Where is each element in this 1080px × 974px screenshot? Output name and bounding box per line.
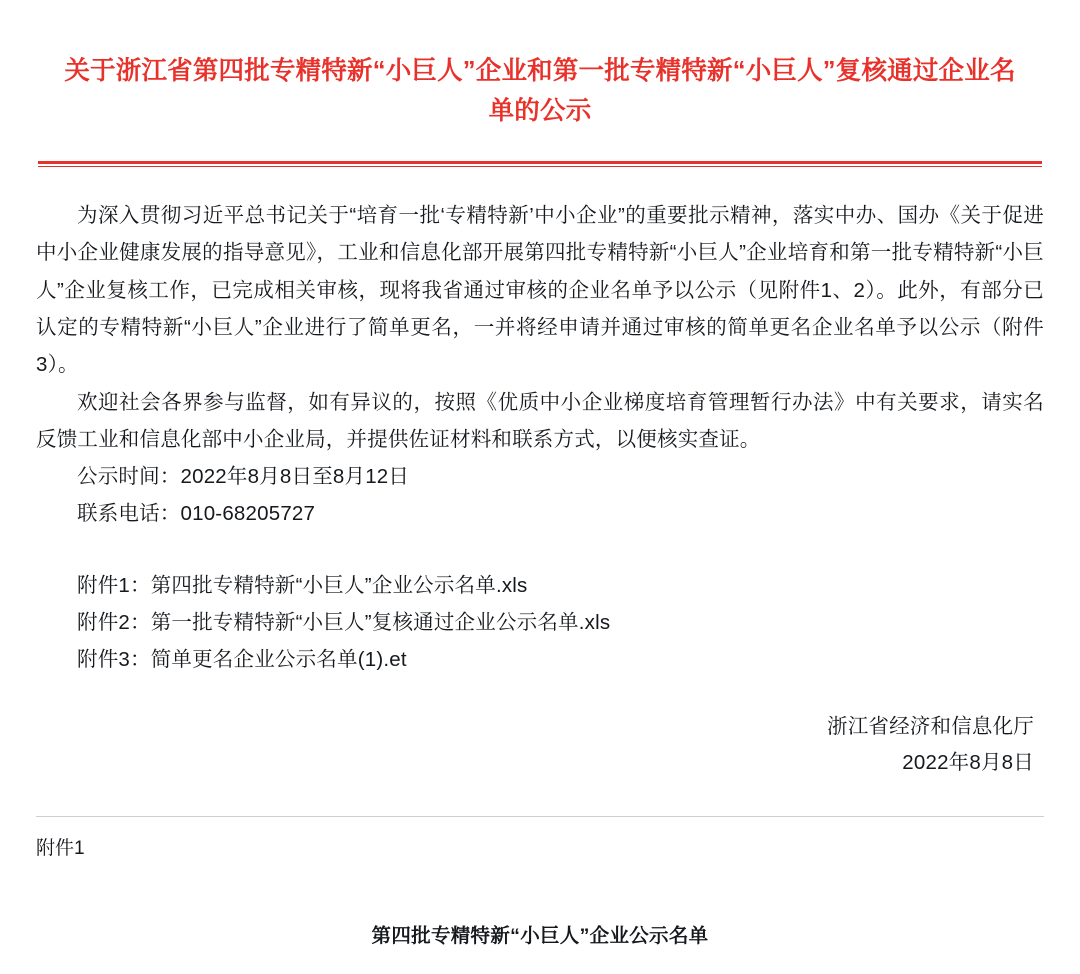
annex-title: 第四批专精特新“小巨人”企业公示名单 xyxy=(371,925,709,948)
signature-date: 2022年8月8日 xyxy=(902,751,1034,775)
attachment-item-3[interactable]: 附件3：简单更名企业公示名单(1).et xyxy=(77,648,407,672)
paragraph-1: 为深入贯彻习近平总书记关于“培育一批‘专精特新’中小企业”的重要批示精神，落实中办、国办《关于促进中小企业健康发展的指导意见》，工业和信息化部开展第四批专精特新“小巨人”企业培育和第一批专精特新“小巨人”企业复核工作，已完成相关审核，现将我省通过审核的企业名单予以公示（见附件1、2）。此外，有部分已认定的专精特新“小巨人”企业进行了简单更名，一并将经申请并通过审核的简单更名企业名单予以公示（附件3）。 xyxy=(36,204,1044,377)
signature-organization: 浙江省经济和信息化厅 xyxy=(827,714,1034,738)
contact-phone: 联系电话：010-68205727 xyxy=(77,502,316,526)
notice-period: 公示时间：2022年8月8日至8月12日 xyxy=(77,465,410,489)
document-body xyxy=(36,197,1044,782)
annex-label: 附件1 xyxy=(36,838,85,860)
divider-thin xyxy=(38,166,1042,167)
attachment-list xyxy=(36,567,1044,679)
title-divider xyxy=(36,161,1044,167)
paragraph-2: 欢迎社会各界参与监督，如有异议的，按照《优质中小企业梯度培育管理暂行办法》中有关要求，请实名反馈工业和信息化部中小企业局，并提供佐证材料和联系方式，以便核实查证。 xyxy=(36,390,1044,451)
divider-thick xyxy=(38,161,1042,164)
bottom-spacer xyxy=(36,948,1044,974)
signature-block xyxy=(36,709,1044,783)
attachment-item-1[interactable]: 附件1：第四批专精特新“小巨人”企业公示名单.xls xyxy=(77,573,528,597)
page-title: 关于浙江省第四批专精特新“小巨人”企业和第一批专精特新“小巨人”复核通过企业名单的公示 xyxy=(64,57,1016,125)
attachment-item-2[interactable]: 附件2：第一批专精特新“小巨人”复核通过企业公示名单.xls xyxy=(77,611,611,634)
